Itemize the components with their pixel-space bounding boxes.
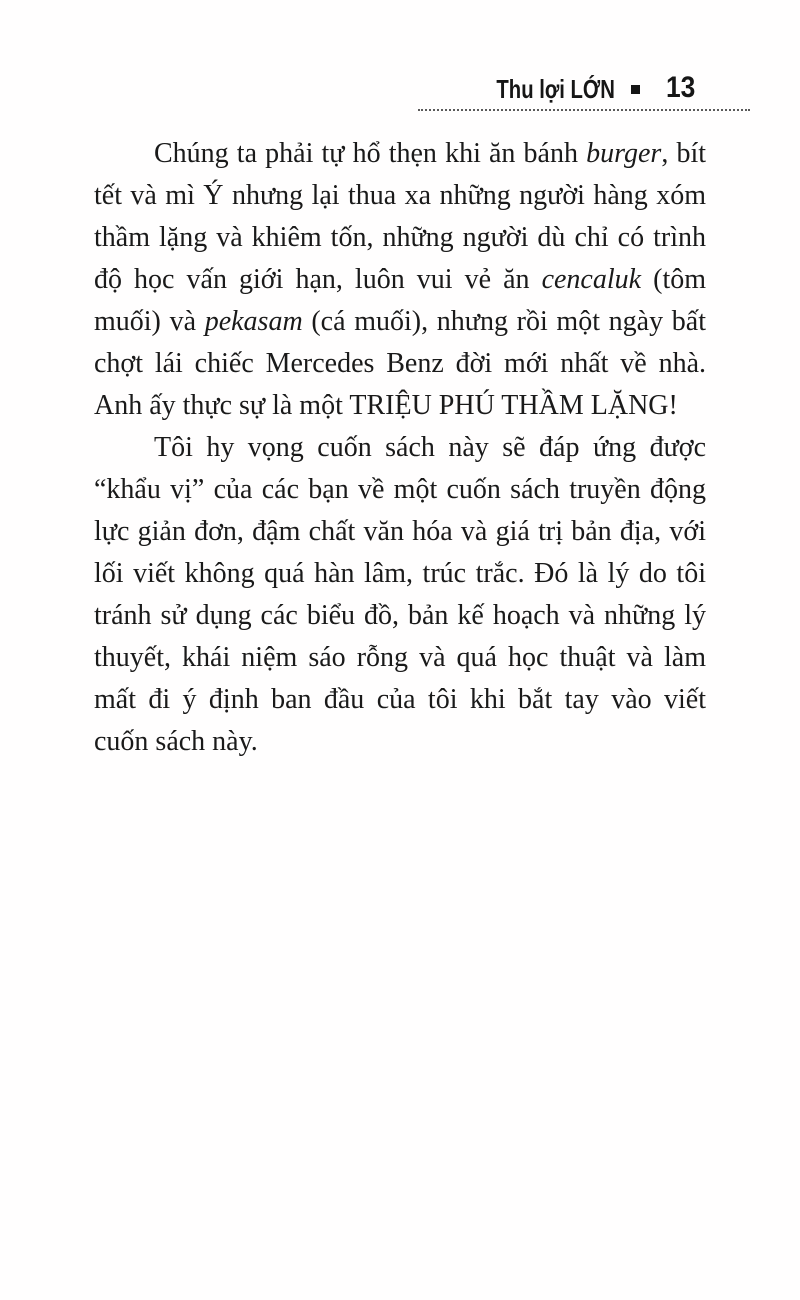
text-segment: Anh ấy thực sự là một TRIỆU PHÚ THẦM LẶNG! [94,390,678,421]
text-segment: lực giản đơn, đậm chất văn hóa và giá trị bản địa, với [94,516,706,547]
header-dotted-rule [418,109,750,111]
paragraph-1-line-2 [94,175,706,217]
text-segment: Chúng ta phải tự hổ thẹn khi ăn bánh [154,138,587,169]
text-segment: cuốn sách này. [94,726,258,757]
running-header [418,64,750,110]
text-segment: thầm lặng và khiêm tốn, những người dù chỉ có trình [94,222,706,253]
paragraph-2-line-5 [94,595,706,637]
text-segment: tết và mì Ý nhưng lại thua xa những người hàng xóm [94,180,706,211]
paragraph-1-line-6 [94,343,706,385]
paragraph-1-line-5 [94,301,706,343]
text-segment: độ học vấn giới hạn, luôn vui vẻ ăn [94,264,542,295]
paragraph-2-line-6 [94,637,706,679]
text-segment: lối viết không quá hàn lâm, trúc trắc. Đó là lý do tôi [94,558,706,589]
paragraph-2-line-4 [94,553,706,595]
text-segment: (tôm [641,264,706,295]
italic-text: pekasam [204,306,303,337]
paragraph-2-line-7 [94,679,706,721]
text-segment: (cá muối), nhưng rồi một ngày bất [302,306,706,337]
paragraph-2-line-8 [94,721,706,763]
text-segment: thuyết, khái niệm sáo rỗng và quá học thuật và làm [94,642,706,673]
text-segment: , bít [661,138,707,169]
paragraph-1-line-1 [94,133,706,175]
italic-text: cencaluk [541,264,642,295]
body-text [94,133,706,763]
text-segment: muối) và [94,306,205,337]
running-title: Thu lợi LỚN [496,74,615,104]
page-number: 13 [665,71,695,104]
italic-text: burger [586,138,662,169]
text-segment: mất đi ý định ban đầu của tôi khi bắt tay vào viết [94,684,706,715]
paragraph-2-line-2 [94,469,706,511]
text-segment: tránh sử dụng các biểu đồ, bản kế hoạch và những lý [94,600,706,631]
text-segment: Tôi hy vọng cuốn sách này sẽ đáp ứng được [154,432,706,463]
paragraph-2-line-1 [94,427,706,469]
paragraph-2-line-3 [94,511,706,553]
paragraph-1-line-3 [94,217,706,259]
text-segment: “khẩu vị” của các bạn về một cuốn sách truyền động [94,474,706,505]
paragraph-1-line-4 [94,259,706,301]
square-bullet-icon [631,85,640,94]
text-segment: chợt lái chiếc Mercedes Benz đời mới nhất về nhà. [94,348,706,379]
paragraph-1-line-7 [94,385,706,427]
